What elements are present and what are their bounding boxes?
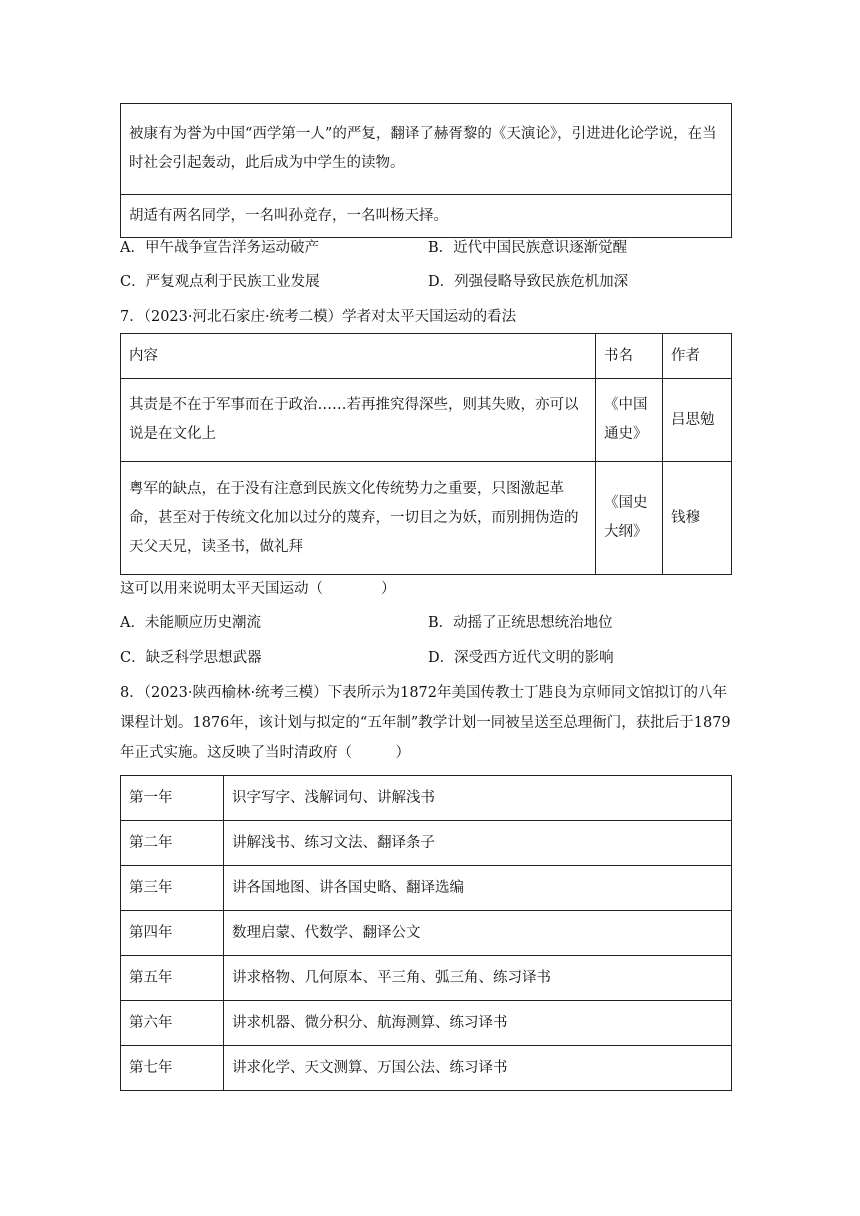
year-cell: 第六年: [121, 1001, 224, 1046]
table-row: [121, 956, 732, 1001]
courses-cell: 讲求机器、微分积分、航海测算、练习译书: [224, 1001, 732, 1046]
question-7-stem: 7．（2023·河北石家庄·统考二模）学者对太平天国运动的看法: [120, 309, 517, 325]
q8-course-table: [120, 775, 732, 1091]
courses-cell: 讲求格物、几何原本、平三角、弧三角、练习译书: [224, 956, 732, 1001]
year-cell: 第三年: [121, 866, 224, 911]
courses-cell: 讲求化学、天文测算、万国公法、练习译书: [224, 1046, 732, 1091]
year-cell: 第五年: [121, 956, 224, 1001]
option-c[interactable]: C．严复观点利于民族工业发展: [120, 274, 320, 290]
table-cell: 《国史大纲》: [596, 462, 663, 575]
year-cell: 第二年: [121, 821, 224, 866]
table-row: [121, 195, 732, 238]
table-cell: 吕思勉: [663, 379, 732, 462]
header-book: 书名: [596, 334, 663, 379]
material-table: [120, 103, 732, 238]
table-cell: 其责是不在于军事而在于政治……若再推究得深些，则其失败，亦可以说是在文化上: [121, 379, 596, 462]
option-d[interactable]: D．深受西方近代文明的影响: [428, 650, 614, 666]
option-a[interactable]: A．未能顺应历史潮流: [120, 615, 261, 631]
table-cell: 《中国通史》: [596, 379, 663, 462]
year-cell: 第四年: [121, 911, 224, 956]
header-content: 内容: [121, 334, 596, 379]
table-row: [121, 462, 732, 575]
question-8-stem: 8．（2023·陕西榆林·统考三模）下表所示为1872年美国传教士丁韪良为京师同文馆拟订的八年课程计划。1876年，该计划与拟定的“五年制”教学计划一同被呈送至总理衙门，获批后于1879年正式实施。这反映了当时清政府（ ）: [120, 685, 731, 761]
header-author: 作者: [663, 334, 732, 379]
option-d[interactable]: D．列强侵略导致民族危机加深: [428, 274, 629, 290]
table-row: [121, 821, 732, 866]
courses-cell: 数理启蒙、代数学、翻译公文: [224, 911, 732, 956]
table-row: [121, 1046, 732, 1091]
option-b[interactable]: B．动摇了正统思想统治地位: [428, 615, 613, 631]
table-cell: 粤军的缺点，在于没有注意到民族文化传统势力之重要，只图激起革命，甚至对于传统文化加以过分的蔑弃，一切目之为妖，而别拥伪造的天父天兄，读圣书，做礼拜: [121, 462, 596, 575]
table-header-row: [121, 334, 732, 379]
table-row: [121, 911, 732, 956]
courses-cell: 讲解浅书、练习文法、翻译条子: [224, 821, 732, 866]
table-row: [121, 104, 732, 195]
year-cell: 第一年: [121, 776, 224, 821]
question-7-question: 这可以用来说明太平天国运动（ ）: [120, 581, 396, 597]
table-cell: 被康有为誉为中国“西学第一人”的严复，翻译了赫胥黎的《天演论》，引进进化论学说，在当时社会引起轰动，此后成为中学生的读物。: [121, 104, 732, 195]
table-row: [121, 866, 732, 911]
option-c[interactable]: C．缺乏科学思想武器: [120, 650, 262, 666]
table-row: [121, 1001, 732, 1046]
courses-cell: 识字写字、浅解词句、讲解浅书: [224, 776, 732, 821]
year-cell: 第七年: [121, 1046, 224, 1091]
option-b[interactable]: B．近代中国民族意识逐渐觉醒: [428, 240, 628, 256]
table-row: [121, 379, 732, 462]
table-row: [121, 776, 732, 821]
table-cell: 钱穆: [663, 462, 732, 575]
courses-cell: 讲各国地图、讲各国史略、翻译选编: [224, 866, 732, 911]
q7-table: [120, 333, 732, 575]
table-cell: 胡适有两名同学，一名叫孙竞存，一名叫杨天择。: [121, 195, 732, 238]
option-a[interactable]: A．甲午战争宣告洋务运动破产: [120, 240, 319, 256]
